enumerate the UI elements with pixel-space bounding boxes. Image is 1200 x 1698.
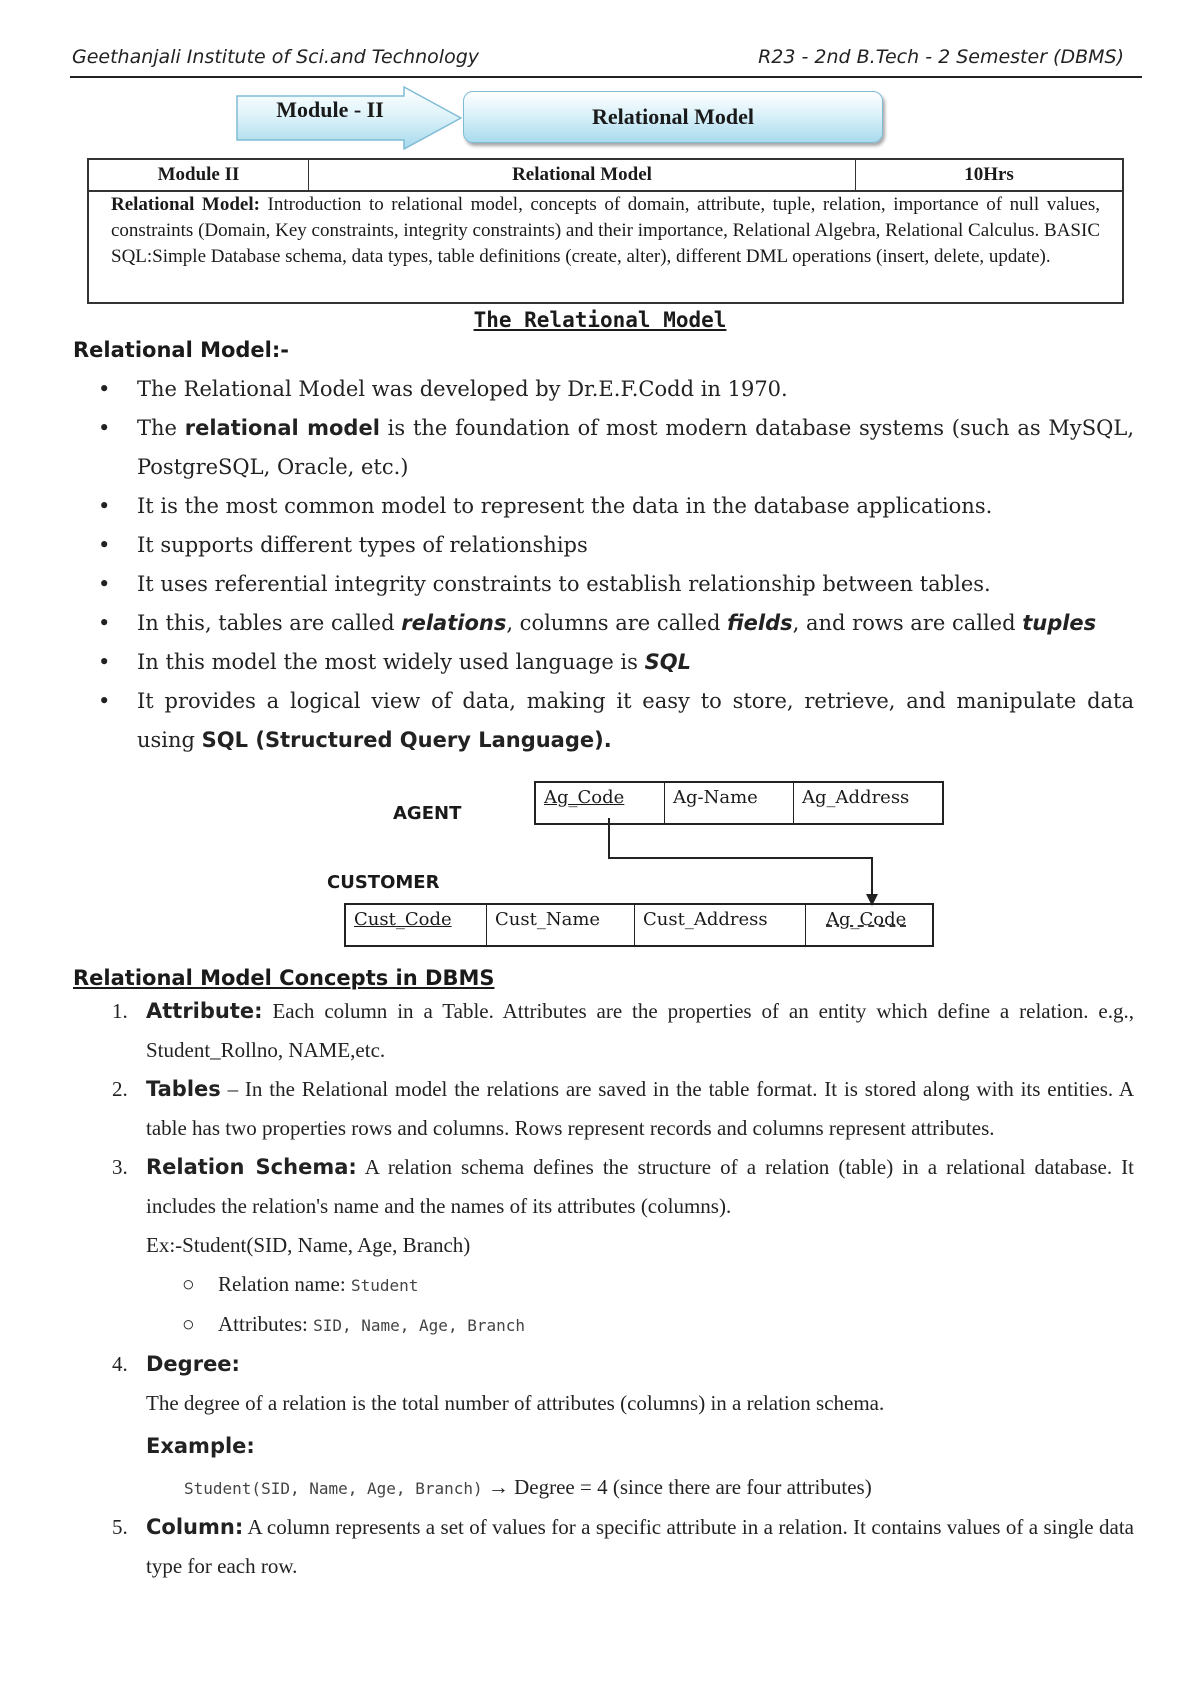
customer-col-agcode: Ag_Code	[806, 904, 934, 946]
concepts-list	[100, 992, 1134, 1586]
list-item: • It supports different types of relationships	[98, 533, 588, 557]
list-item: • The relational model is the foundation of most modern database systems (such as MySQL, PostgreSQL, Oracle, etc.)	[98, 416, 1135, 479]
header-institute: Geethanjali Institute of Sci.and Technology	[72, 46, 480, 68]
agent-col-code: Ag_Code	[535, 782, 665, 824]
customer-col-name: Cust_Name	[487, 904, 635, 946]
degree-example-label: Example:	[146, 1434, 255, 1458]
module-table	[87, 158, 1124, 192]
module-desc-body: Introduction to relational model, concepts of domain, attribute, tuple, relation, importance of null values, constraints (Domain, Key constraints, integrity constraints) and their importance, Relational Algebra, Relational Calculus. BASIC SQL:Simple Database schema, data types, table definitions (create, alter), different DML operations (insert, delete, update).	[111, 194, 1100, 267]
list-item: 2. Tables – In the Relational model the relations are saved in the table format. It is stored along with its entities. A table has two properties rows and columns. Rows represent records and columns represent attributes.	[112, 1077, 1134, 1140]
module-hours-cell: 10Hrs	[856, 159, 1124, 191]
list-item: • The Relational Model was developed by Dr.E.F.Codd in 1970.	[98, 377, 788, 401]
header-course: R23 - 2nd B.Tech - 2 Semester (DBMS)	[758, 46, 1124, 68]
bullet-list	[92, 370, 1134, 760]
customer-table	[344, 903, 934, 947]
module-topic-cell: Relational Model	[309, 159, 856, 191]
list-item: • It is the most common model to represent the data in the database applications.	[98, 494, 993, 518]
schema-example: Ex:-Student(SID, Name, Age, Branch)	[146, 1233, 471, 1257]
concepts-title: Relational Model Concepts in DBMS	[73, 966, 495, 990]
list-item: 3. Relation Schema: A relation schema defines the structure of a relation (table) in a relational database. It includes the relation's name and the names of its attributes (columns). Ex:-Student(SID, Name, Age, Branch) ○ Relation name: Student ○ Attributes: SID, Name, Age, Branch	[100, 1148, 1134, 1345]
agent-col-address: Ag_Address	[794, 782, 944, 824]
module-description	[87, 192, 1124, 304]
subheading: Relational Model:-	[73, 338, 289, 362]
agent-label: AGENT	[393, 803, 462, 824]
customer-col-address: Cust_Address	[635, 904, 806, 946]
list-item: • In this, tables are called relations, columns are called fields, and rows are called tuples	[98, 611, 1097, 635]
header-divider	[70, 76, 1142, 78]
schema-relation-name: ○ Relation name: Student	[182, 1272, 419, 1296]
schema-attributes: ○ Attributes: SID, Name, Age, Branch	[182, 1312, 525, 1336]
list-item: • It uses referential integrity constraints to establish relationship between tables.	[98, 572, 991, 596]
list-item: 4. Degree: The degree of a relation is the total number of attributes (columns) in a relation schema. Example: Student(SID, Name, Age, Branch) → Degree = 4 (since there are four attributes)	[100, 1345, 1134, 1508]
list-item: • It provides a logical view of data, making it easy to store, retrieve, and manipulate data using SQL (Structured Query Language).	[98, 689, 1134, 752]
section-title: The Relational Model	[473, 308, 727, 332]
module-label: Module - II	[276, 97, 384, 122]
degree-definition: The degree of a relation is the total number of attributes (columns) in a relation schema.	[146, 1391, 885, 1415]
foreign-key-connector	[600, 818, 880, 908]
agent-col-name: Ag-Name	[665, 782, 794, 824]
list-item: 5. Column: A column represents a set of values for a specific attribute in a relation. It contains values of a single data type for each row.	[112, 1515, 1134, 1578]
module-number-cell: Module II	[88, 159, 309, 191]
degree-example: Student(SID, Name, Age, Branch) → Degree = 4 (since there are four attributes)	[184, 1475, 872, 1499]
module-title-banner: Relational Model	[463, 91, 883, 143]
list-item: 1. Attribute: Each column in a Table. Attributes are the properties of an entity which define a relation. e.g., Student_Rollno, NAME,etc.	[112, 999, 1134, 1062]
list-item: • In this model the most widely used language is SQL	[98, 650, 691, 674]
customer-col-code: Cust_Code	[345, 904, 487, 946]
customer-label: CUSTOMER	[327, 872, 440, 893]
module-desc-lead: Relational Model:	[111, 194, 260, 215]
